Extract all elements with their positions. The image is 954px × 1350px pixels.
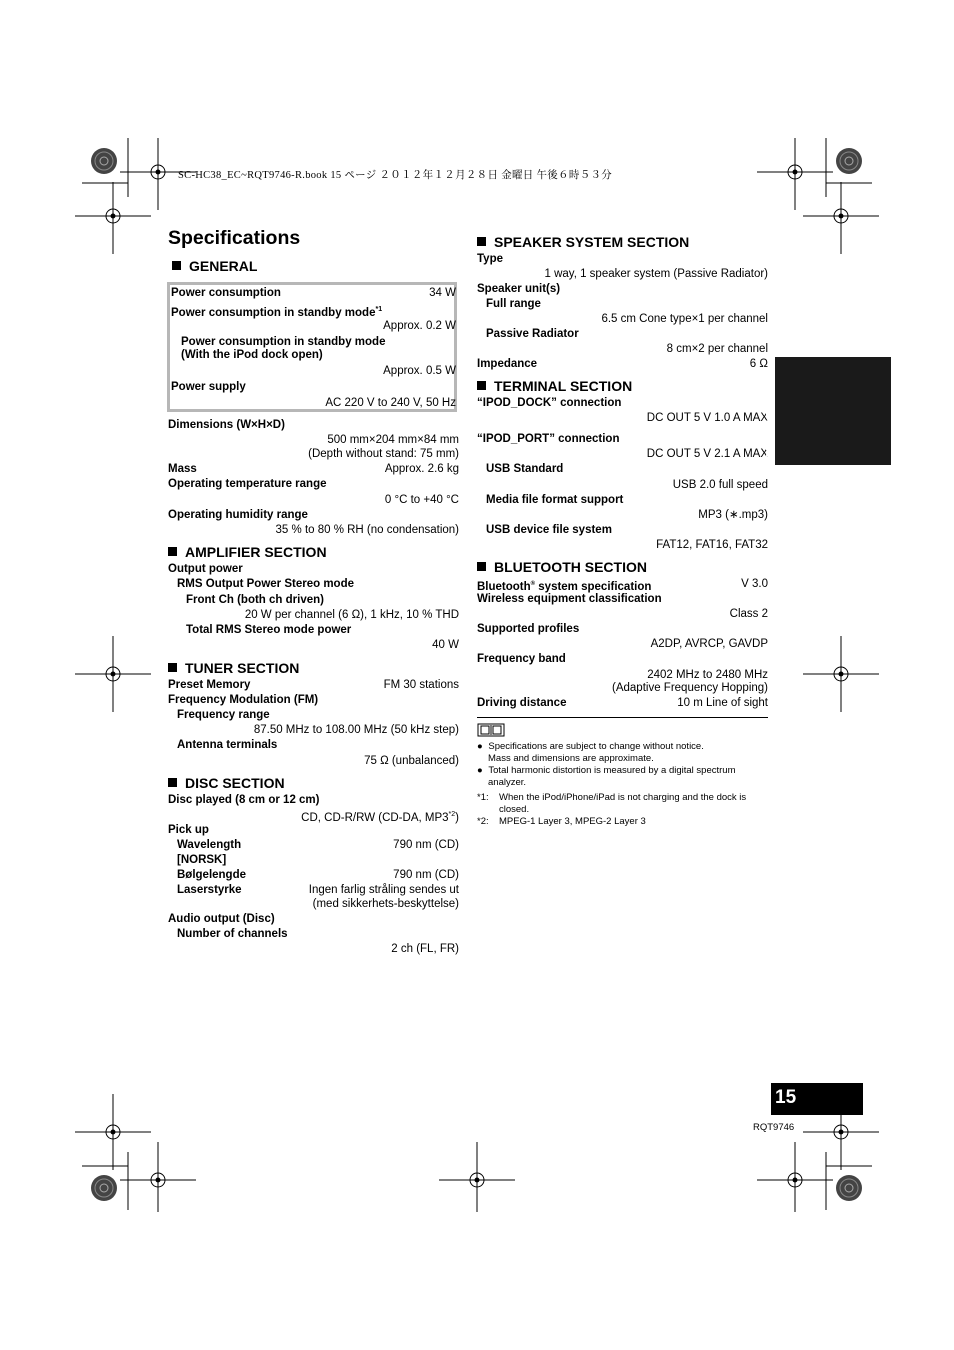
- op-temp-value: 0 °C to +40 °C: [384, 494, 459, 506]
- page-number: 15: [775, 1087, 797, 1108]
- speaker-heading: SPEAKER SYSTEM SECTION: [477, 234, 689, 250]
- language-tab: [763, 357, 891, 470]
- op-humidity-label: Operating humidity range: [168, 509, 308, 521]
- bluetooth-heading: BLUETOOTH SECTION: [477, 559, 647, 575]
- passive-radiator-label: Passive Radiator: [486, 328, 579, 340]
- wavelength-label: Wavelength: [177, 839, 242, 851]
- disc-heading: DISC SECTION: [168, 775, 285, 791]
- power-supply-label: Power supply: [171, 381, 246, 393]
- dimensions-value-1: 500 mm×204 mm×84 mm: [327, 434, 459, 446]
- wavelength-value: 790 nm (CD): [393, 839, 459, 851]
- bt-spec-label: Bluetooth® system specification: [477, 580, 652, 593]
- mass-label: Mass: [168, 463, 197, 475]
- audio-output-label: Audio output (Disc): [168, 913, 275, 925]
- standby-dock-label-2: (With the iPod dock open): [181, 349, 323, 361]
- front-ch-label: Front Ch (both ch driven): [186, 594, 324, 606]
- pickup-label: Pick up: [168, 824, 209, 836]
- tuner-heading: TUNER SECTION: [168, 660, 299, 676]
- wireless-class-label: Wireless equipment classification: [477, 593, 662, 605]
- footnote-2-text: MPEG-1 Layer 3, MPEG-2 Layer 3: [499, 816, 646, 827]
- channels-label: Number of channels: [177, 928, 288, 940]
- impedance-label: Impedance: [477, 358, 538, 370]
- frequency-band-value-2: (Adaptive Frequency Hopping): [612, 682, 768, 694]
- ipod-port-label: “IPOD_PORT” connection: [477, 433, 620, 445]
- fm-label: Frequency Modulation (FM): [168, 694, 319, 706]
- mass-value: Approx. 2.6 kg: [384, 463, 459, 475]
- bolgelengde-label: Bølgelengde: [177, 869, 247, 881]
- preset-memory-label: Preset Memory: [168, 679, 251, 691]
- footnote-1-text: When the iPod/iPhone/iPad is not charging and the dock is: [499, 792, 747, 803]
- speaker-unit-label: Speaker unit(s): [477, 283, 561, 295]
- frequency-band-value-1: 2402 MHz to 2480 MHz: [647, 669, 768, 681]
- footnote-2-mark: *2:: [477, 816, 489, 827]
- laserstyrke-value-1: Ingen farlig stråling sendes ut: [308, 884, 459, 896]
- driving-distance-value: 10 m Line of sight: [677, 697, 768, 709]
- output-power-label: Output power: [168, 563, 243, 575]
- usb-fs-label: USB device file system: [486, 524, 612, 536]
- op-temp-label: Operating temperature range: [168, 478, 327, 490]
- media-format-value: MP3 (∗.mp3): [698, 509, 768, 521]
- standby-label: Power consumption in standby mode$^{*1}$: [171, 306, 383, 319]
- book-note-icon: [477, 723, 505, 737]
- standby-value: Approx. 0.2 W: [383, 320, 456, 332]
- driving-distance-label: Driving distance: [477, 697, 567, 709]
- ipod-dock-value: DC OUT 5 V 1.0 A MAX: [646, 412, 768, 424]
- profiles-label: Supported profiles: [477, 623, 580, 635]
- page-title: Specifications: [168, 227, 301, 249]
- freq-range-label: Frequency range: [177, 709, 270, 721]
- frequency-band-label: Frequency band: [477, 653, 566, 665]
- power-consumption-value: 34 W: [429, 287, 456, 299]
- wireless-class-value: Class 2: [729, 608, 768, 620]
- preset-memory-value: FM 30 stations: [383, 679, 459, 691]
- notes-divider: [477, 717, 768, 718]
- full-range-label: Full range: [486, 298, 541, 310]
- power-supply-value: AC 220 V to 240 V, 50 Hz: [325, 397, 456, 409]
- ipod-port-value: DC OUT 5 V 2.1 A MAX: [646, 448, 768, 460]
- note-bullet-2: ● Total harmonic distortion is measured by a digital spectrum: [477, 765, 736, 776]
- page-number-box: [771, 1083, 863, 1115]
- terminal-heading: TERMINAL SECTION: [477, 378, 632, 394]
- footnote-1-mark: *1:: [477, 792, 489, 803]
- dimensions-value-2: (Depth without stand: 75 mm): [308, 448, 459, 460]
- antenna-label: Antenna terminals: [177, 739, 278, 751]
- front-ch-value: 20 W per channel (6 Ω), 1 kHz, 10 % THD: [244, 609, 459, 621]
- rms-stereo-label: RMS Output Power Stereo mode: [177, 578, 354, 590]
- passive-radiator-value: 8 cm×2 per channel: [666, 343, 768, 355]
- speaker-type-label: Type: [477, 253, 503, 265]
- full-range-value: 6.5 cm Cone type×1 per channel: [601, 313, 768, 325]
- freq-range-value: 87.50 MHz to 108.00 MHz (50 kHz step): [253, 724, 459, 736]
- note-bullet-2b: analyzer.: [488, 777, 527, 788]
- total-rms-value: 40 W: [432, 639, 459, 651]
- footnote-1-text-b: closed.: [499, 804, 530, 815]
- note-bullet-1b: Mass and dimensions are approximate.: [488, 753, 654, 764]
- speaker-type-value: 1 way, 1 speaker system (Passive Radiator): [544, 268, 768, 280]
- impedance-value: 6 Ω: [749, 358, 768, 370]
- ipod-dock-label: “IPOD_DOCK” connection: [477, 397, 622, 409]
- language-tab-label: ENGLISH: [763, 411, 777, 470]
- note-bullet-1: ● Specifications are subject to change without notice.: [477, 741, 704, 752]
- profiles-value: A2DP, AVRCP, GAVDP: [650, 638, 768, 650]
- standby-dock-value: Approx. 0.5 W: [383, 365, 456, 377]
- document-code: RQT9746: [753, 1122, 795, 1133]
- amplifier-heading: AMPLIFIER SECTION: [168, 544, 327, 560]
- standby-dock-label-1: Power consumption in standby mode: [181, 336, 386, 348]
- disc-played-value: CD, CD-R/RW (CD-DA, MP3$^{*2}$): [301, 811, 459, 824]
- laserstyrke-label: Laserstyrke: [177, 884, 242, 896]
- laserstyrke-value-2: (med sikkerhets-beskyttelse): [312, 898, 459, 910]
- op-humidity-value: 35 % to 80 % RH (no condensation): [275, 524, 459, 536]
- channels-value: 2 ch (FL, FR): [391, 943, 459, 955]
- dimensions-label: Dimensions (W×H×D): [168, 419, 285, 431]
- print-header: SC-HC38_EC~RQT9746-R.book 15 ページ ２０１２年１２月２８日 金曜日 午後６時５３分: [178, 170, 613, 181]
- bolgelengde-value: 790 nm (CD): [393, 869, 459, 881]
- general-heading: GENERAL: [172, 258, 257, 274]
- antenna-value: 75 Ω (unbalanced): [364, 755, 459, 767]
- usb-fs-value: FAT12, FAT16, FAT32: [656, 539, 768, 551]
- usb-standard-label: USB Standard: [486, 463, 564, 475]
- total-rms-label: Total RMS Stereo mode power: [186, 624, 352, 636]
- bt-spec-value: V 3.0: [741, 578, 768, 590]
- usb-standard-value: USB 2.0 full speed: [672, 479, 768, 491]
- norsk-label: [NORSK]: [177, 854, 227, 866]
- disc-played-label: Disc played (8 cm or 12 cm): [168, 794, 320, 806]
- media-format-label: Media file format support: [486, 494, 624, 506]
- power-consumption-label: Power consumption: [171, 287, 281, 299]
